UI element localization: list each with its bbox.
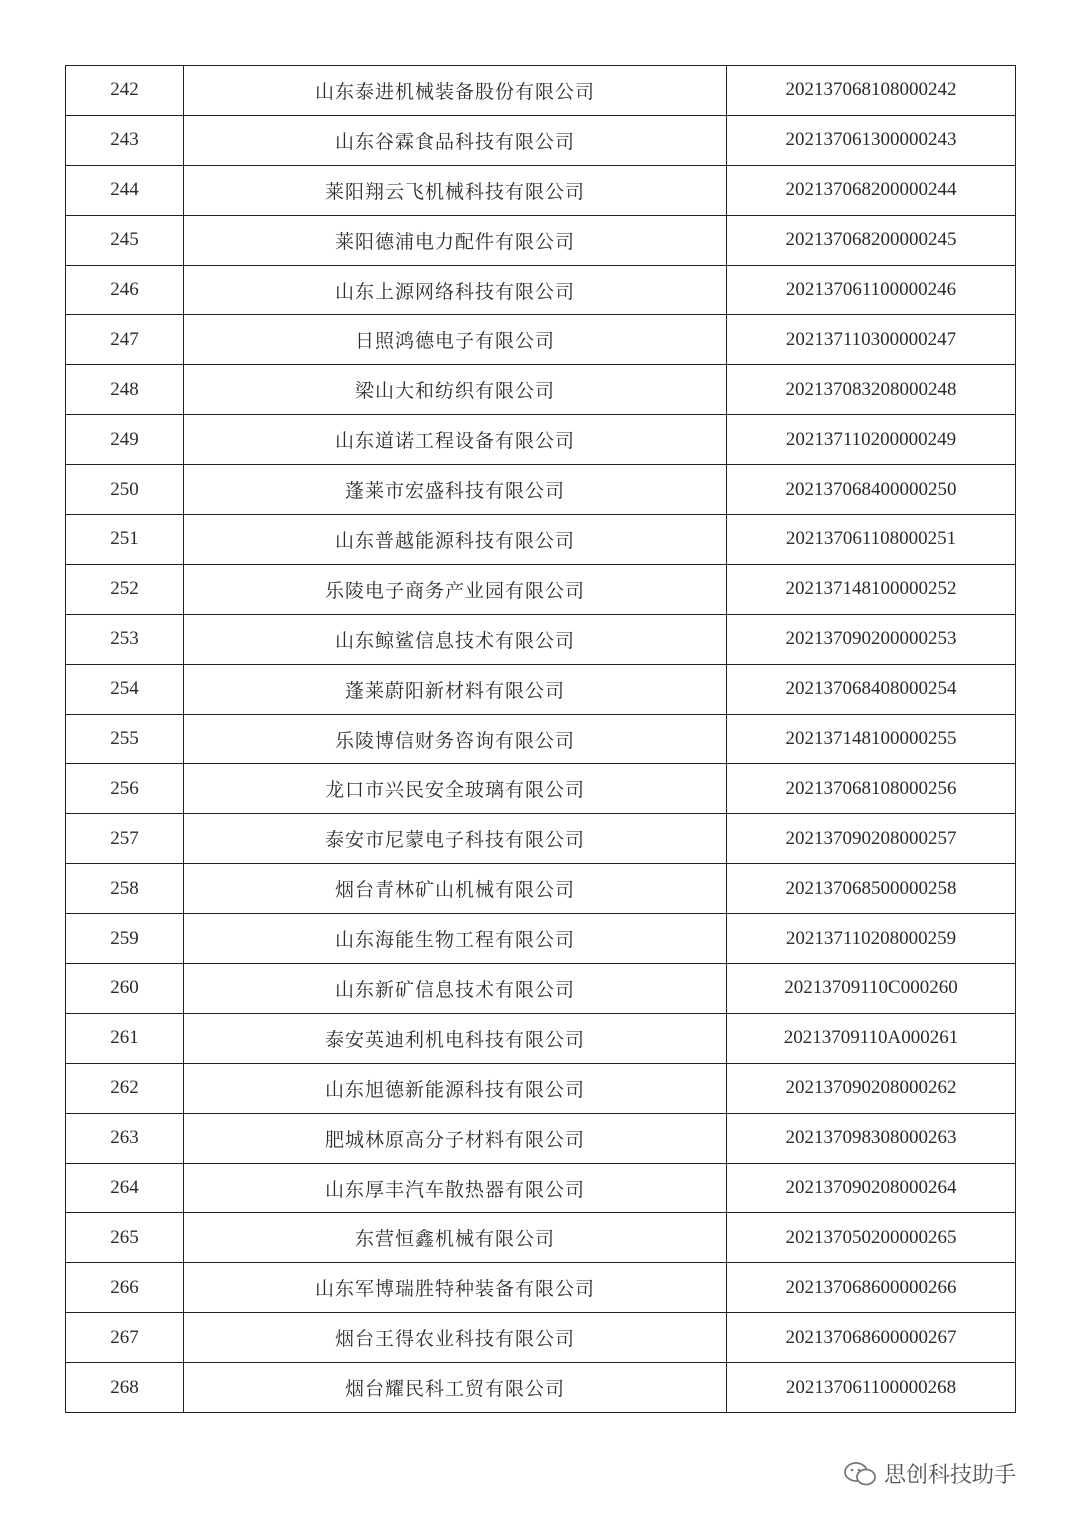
- company-name: 山东军博瑞胜特种装备有限公司: [184, 1263, 727, 1313]
- table-row: [66, 964, 1016, 1014]
- table-row: [66, 1313, 1016, 1363]
- row-number: 255: [66, 714, 184, 764]
- company-name: 山东上源网络科技有限公司: [184, 265, 727, 315]
- registration-code: 202137110200000249: [727, 415, 1016, 465]
- company-name: 山东普越能源科技有限公司: [184, 515, 727, 565]
- row-number: 262: [66, 1063, 184, 1113]
- table-row: [66, 365, 1016, 415]
- row-number: 261: [66, 1013, 184, 1063]
- table-row: [66, 814, 1016, 864]
- table-row: [66, 115, 1016, 165]
- table-row: [66, 515, 1016, 565]
- row-number: 242: [66, 66, 184, 116]
- row-number: 251: [66, 515, 184, 565]
- registration-code: 202137090208000264: [727, 1163, 1016, 1213]
- table-row: [66, 315, 1016, 365]
- table-row: [66, 66, 1016, 116]
- registration-code: 202137068408000254: [727, 664, 1016, 714]
- company-name: 梁山大和纺织有限公司: [184, 365, 727, 415]
- registration-code: 202137068200000244: [727, 165, 1016, 215]
- company-name: 莱阳德浦电力配件有限公司: [184, 215, 727, 265]
- row-number: 246: [66, 265, 184, 315]
- table-row: [66, 714, 1016, 764]
- watermark: [842, 1458, 1016, 1489]
- table-row: [66, 1263, 1016, 1313]
- table-row: [66, 864, 1016, 914]
- company-name: 蓬莱市宏盛科技有限公司: [184, 465, 727, 515]
- registration-code: 202137068108000242: [727, 66, 1016, 116]
- company-name: 日照鸿德电子有限公司: [184, 315, 727, 365]
- registration-code: 202137110208000259: [727, 914, 1016, 964]
- row-number: 257: [66, 814, 184, 864]
- table-row: [66, 1363, 1016, 1413]
- registration-code: 202137061300000243: [727, 115, 1016, 165]
- table-row: [66, 265, 1016, 315]
- row-number: 264: [66, 1163, 184, 1213]
- row-number: 260: [66, 964, 184, 1014]
- row-number: 256: [66, 764, 184, 814]
- row-number: 248: [66, 365, 184, 415]
- company-name: 山东海能生物工程有限公司: [184, 914, 727, 964]
- registration-code: 202137148100000252: [727, 564, 1016, 614]
- row-number: 249: [66, 415, 184, 465]
- table-row: [66, 614, 1016, 664]
- registration-code: 202137148100000255: [727, 714, 1016, 764]
- registration-code: 202137068400000250: [727, 465, 1016, 515]
- registration-code: 202137068200000245: [727, 215, 1016, 265]
- table-row: [66, 664, 1016, 714]
- company-name: 山东鲸鲨信息技术有限公司: [184, 614, 727, 664]
- registration-code: 202137061100000246: [727, 265, 1016, 315]
- registration-code: 202137068500000258: [727, 864, 1016, 914]
- row-number: 266: [66, 1263, 184, 1313]
- table-row: [66, 1113, 1016, 1163]
- table-row: [66, 165, 1016, 215]
- table-row: [66, 465, 1016, 515]
- registration-code: 202137110300000247: [727, 315, 1016, 365]
- registration-code: 202137098308000263: [727, 1113, 1016, 1163]
- row-number: 250: [66, 465, 184, 515]
- company-name: 山东谷霖食品科技有限公司: [184, 115, 727, 165]
- company-name: 山东新矿信息技术有限公司: [184, 964, 727, 1014]
- row-number: 254: [66, 664, 184, 714]
- table-body: [66, 66, 1016, 1413]
- row-number: 253: [66, 614, 184, 664]
- company-name: 山东厚丰汽车散热器有限公司: [184, 1163, 727, 1213]
- registration-code: 202137068108000256: [727, 764, 1016, 814]
- row-number: 259: [66, 914, 184, 964]
- row-number: 263: [66, 1113, 184, 1163]
- row-number: 258: [66, 864, 184, 914]
- company-table: [65, 65, 1016, 1413]
- company-name: 山东泰进机械装备股份有限公司: [184, 66, 727, 116]
- registration-code: 202137061100000268: [727, 1363, 1016, 1413]
- company-name: 泰安英迪利机电科技有限公司: [184, 1013, 727, 1063]
- table-row: [66, 764, 1016, 814]
- company-name: 烟台青林矿山机械有限公司: [184, 864, 727, 914]
- registration-code: 202137083208000248: [727, 365, 1016, 415]
- row-number: 247: [66, 315, 184, 365]
- watermark-text: 思创科技助手: [884, 1463, 1017, 1488]
- table-row: [66, 1163, 1016, 1213]
- company-name: 泰安市尼蒙电子科技有限公司: [184, 814, 727, 864]
- row-number: 252: [66, 564, 184, 614]
- company-name: 东营恒鑫机械有限公司: [184, 1213, 727, 1263]
- registration-code: 202137050200000265: [727, 1213, 1016, 1263]
- row-number: 245: [66, 215, 184, 265]
- company-name: 烟台王得农业科技有限公司: [184, 1313, 727, 1363]
- table-row: [66, 215, 1016, 265]
- registration-code: 202137068600000266: [727, 1263, 1016, 1313]
- table-row: [66, 1213, 1016, 1263]
- registration-code: 202137090208000257: [727, 814, 1016, 864]
- registration-code: 20213709110A000261: [727, 1013, 1016, 1063]
- company-name: 山东道诺工程设备有限公司: [184, 415, 727, 465]
- table-row: [66, 564, 1016, 614]
- registration-code: 20213709110C000260: [727, 964, 1016, 1014]
- table-row: [66, 1063, 1016, 1113]
- company-name: 山东旭德新能源科技有限公司: [184, 1063, 727, 1113]
- table-row: [66, 1013, 1016, 1063]
- row-number: 268: [66, 1363, 184, 1413]
- row-number: 265: [66, 1213, 184, 1263]
- row-number: 243: [66, 115, 184, 165]
- company-name: 乐陵电子商务产业园有限公司: [184, 564, 727, 614]
- company-name: 乐陵博信财务咨询有限公司: [184, 714, 727, 764]
- registration-code: 202137090208000262: [727, 1063, 1016, 1113]
- row-number: 267: [66, 1313, 184, 1363]
- registration-code: 202137090200000253: [727, 614, 1016, 664]
- registration-code: 202137068600000267: [727, 1313, 1016, 1363]
- company-name: 烟台耀民科工贸有限公司: [184, 1363, 727, 1413]
- table-row: [66, 914, 1016, 964]
- company-name: 肥城林原高分子材料有限公司: [184, 1113, 727, 1163]
- company-name: 蓬莱蔚阳新材料有限公司: [184, 664, 727, 714]
- row-number: 244: [66, 165, 184, 215]
- wechat-icon: [842, 1460, 878, 1488]
- registration-code: 202137061108000251: [727, 515, 1016, 565]
- company-name: 莱阳翔云飞机械科技有限公司: [184, 165, 727, 215]
- table-row: [66, 415, 1016, 465]
- company-name: 龙口市兴民安全玻璃有限公司: [184, 764, 727, 814]
